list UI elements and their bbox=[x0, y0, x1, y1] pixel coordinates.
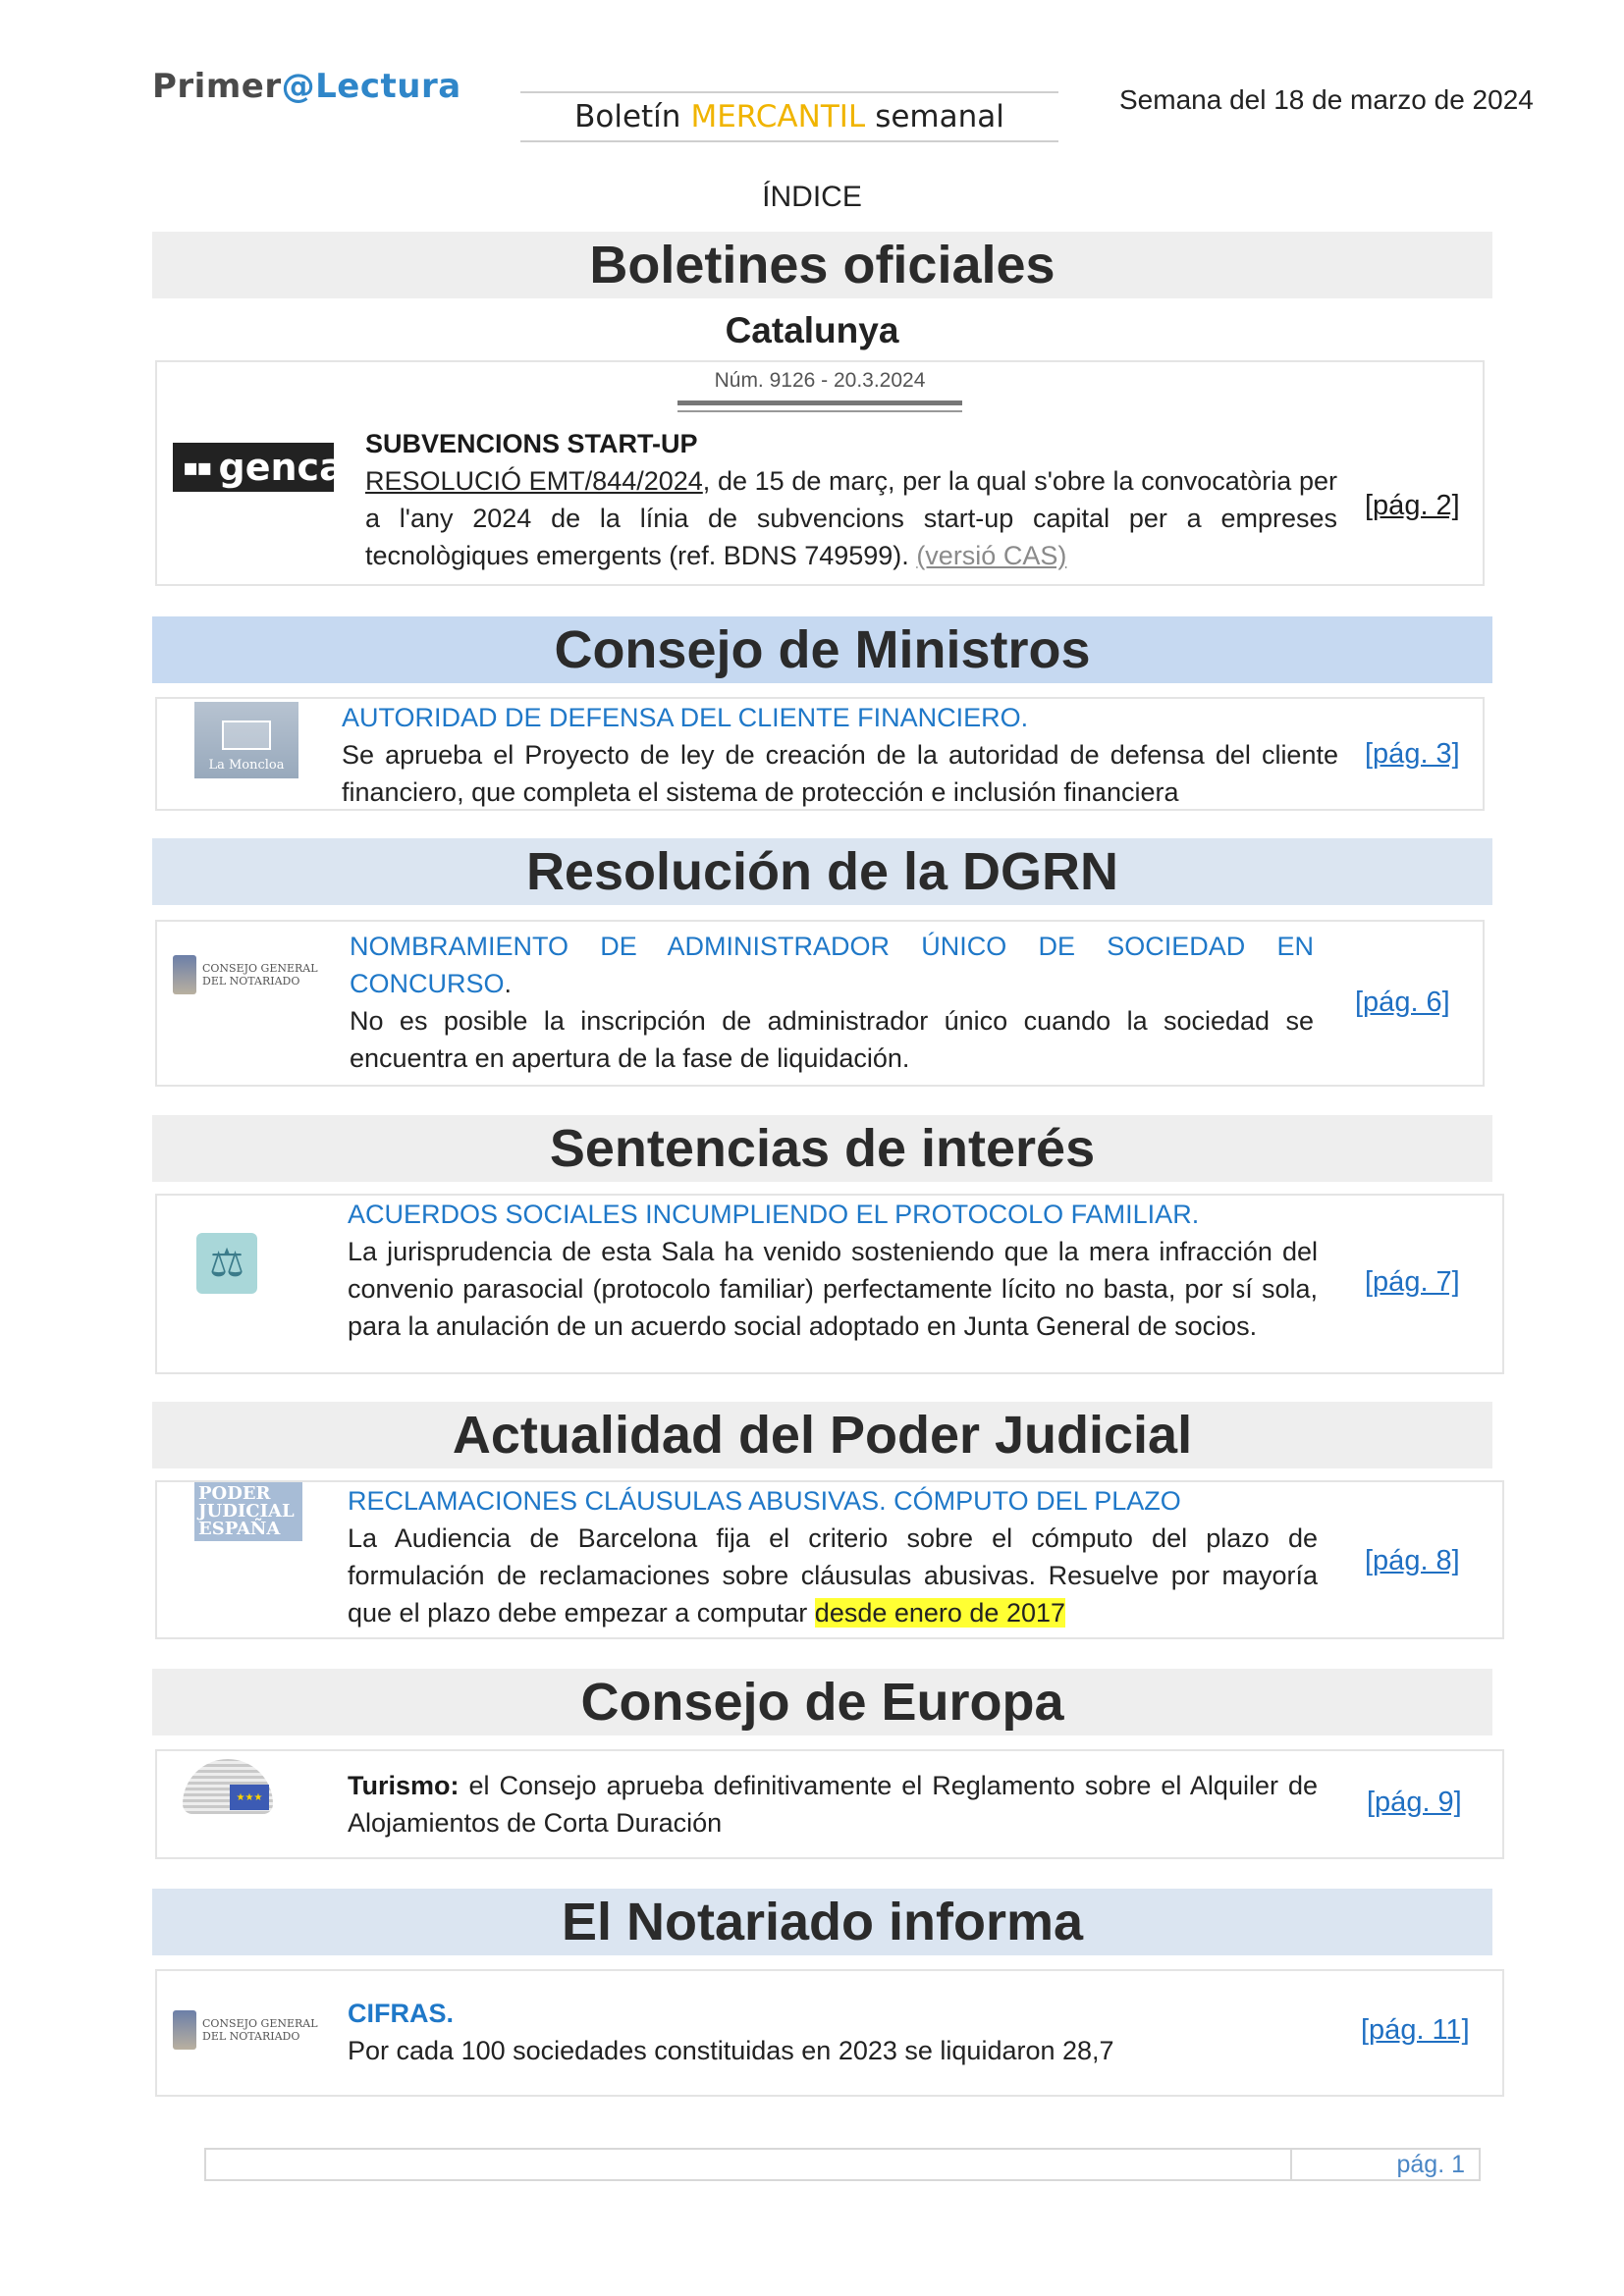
crest-icon bbox=[173, 2010, 196, 2050]
week-date: Semana del 18 de marzo de 2024 bbox=[1119, 84, 1534, 115]
entry-heading: SUBVENCIONS START-UP bbox=[365, 429, 698, 458]
entry-heading-link[interactable]: NOMBRAMIENTO DE ADMINISTRADOR ÚNICO DE SOCIEDAD EN CONCURSO bbox=[350, 932, 1314, 998]
logo-at: @ bbox=[281, 67, 316, 106]
page-footer bbox=[204, 2148, 1481, 2181]
page-link[interactable]: [pág. 8] bbox=[1365, 1545, 1460, 1576]
building-icon bbox=[222, 721, 271, 750]
entry-card-acuerdos bbox=[155, 1194, 1504, 1374]
gencat-logo bbox=[173, 443, 362, 492]
poder-line1: PODER bbox=[198, 1483, 271, 1504]
entry-body bbox=[365, 425, 1337, 574]
entry-card-subvencions bbox=[155, 360, 1485, 586]
bulletin-highlight: MERCANTIL bbox=[690, 99, 866, 134]
logo-part2: Lectura bbox=[315, 67, 461, 106]
issue-number: Núm. 9126 - 20.3.2024 bbox=[714, 369, 926, 392]
bulletin-title bbox=[520, 91, 1058, 142]
entry-heading: Turismo: bbox=[348, 1771, 460, 1800]
entry-text: No es posible la inscripción de administrador único cuando la sociedad se encuentra en apertura de la fase de liquidación. bbox=[350, 1006, 1314, 1073]
entry-heading-link[interactable]: ACUERDOS SOCIALES INCUMPLIENDO EL PROTOCOLO FAMILIAR. bbox=[348, 1200, 1200, 1229]
crest-icon bbox=[173, 955, 196, 994]
entry-body bbox=[348, 1767, 1318, 1842]
entry-text: , de 15 de març, per la qual s'obre la convocatòria per a l'any 2024 de la línia de subvencions start-up capital per a empreses tecnològiques emergents (ref. BDNS 749599). bbox=[365, 466, 1337, 570]
entry-text: La jurisprudencia de esta Sala ha venido sosteniendo que la mera infracción del convenio parasocial (protocolo familiar) perfectamente lícito no basta, por sí sola, para la anulación de un acuerdo social adoptado en Junta General de socios. bbox=[348, 1237, 1318, 1341]
page-link[interactable]: [pág. 3] bbox=[1365, 738, 1460, 770]
poder-line3: ESPAÑA bbox=[198, 1519, 281, 1539]
entry-body bbox=[348, 1482, 1318, 1631]
entry-body bbox=[348, 1995, 1318, 2069]
gencat-logo-text: gencat bbox=[218, 446, 362, 489]
page-link[interactable]: [pág. 11] bbox=[1361, 2014, 1470, 2046]
section-consejo-ministros: Consejo de Ministros bbox=[152, 616, 1492, 683]
justice-logo bbox=[196, 1233, 257, 1294]
primera-lectura-logo bbox=[152, 67, 461, 106]
entry-body bbox=[348, 1196, 1318, 1345]
entry-heading-link[interactable]: RECLAMACIONES CLÁUSULAS ABUSIVAS. CÓMPUTO DEL PLAZO bbox=[348, 1486, 1181, 1516]
highlighted-text: desde enero de 2017 bbox=[814, 1598, 1066, 1628]
entry-body bbox=[342, 699, 1338, 811]
section-boletines-oficiales: Boletines oficiales bbox=[152, 232, 1492, 298]
entry-card-administrador bbox=[155, 920, 1485, 1087]
section-notariado: El Notariado informa bbox=[152, 1889, 1492, 1955]
entry-text: La Audiencia de Barcelona fija el criterio sobre el cómputo del plazo de formulación de reclamaciones sobre cláusulas abusivas. Resuelve por mayoría que el plazo debe empezar a computar bbox=[348, 1523, 1318, 1628]
index-label: ÍNDICE bbox=[762, 181, 862, 213]
entry-card-turismo bbox=[155, 1749, 1504, 1859]
page-link[interactable]: [pág. 2] bbox=[1365, 490, 1460, 521]
entry-text: Por cada 100 sociedades constituidas en 2023 se liquidaron 28,7 bbox=[348, 2036, 1114, 2065]
footer-divider bbox=[1290, 2150, 1292, 2179]
notariado-line2: DEL NOTARIADO bbox=[202, 975, 300, 988]
logo-part1: Primer bbox=[152, 67, 282, 106]
section-consejo-europa: Consejo de Europa bbox=[152, 1669, 1492, 1735]
entry-body bbox=[350, 928, 1314, 1077]
section-sentencias: Sentencias de interés bbox=[152, 1115, 1492, 1182]
moncloa-logo-text: La Moncloa bbox=[208, 758, 285, 773]
gencat-dots-icon: ▪▪ bbox=[183, 454, 211, 481]
poder-line2: JUDICIAL bbox=[198, 1501, 295, 1522]
scales-icon: ⚖ bbox=[196, 1233, 257, 1294]
notariado-line1: CONSEJO GENERAL bbox=[202, 2017, 318, 2030]
page-number: pág. 1 bbox=[1396, 2151, 1465, 2178]
europa-logo bbox=[183, 1759, 273, 1814]
entry-card-autoridad bbox=[155, 697, 1485, 811]
version-cas-link[interactable]: (versió CAS) bbox=[916, 541, 1067, 570]
eu-flag-icon: ★★★ bbox=[230, 1785, 269, 1810]
moncloa-logo bbox=[194, 702, 298, 778]
entry-card-cifras bbox=[155, 1969, 1504, 2097]
entry-card-clausulas bbox=[155, 1480, 1504, 1639]
section-poder-judicial: Actualidad del Poder Judicial bbox=[152, 1402, 1492, 1468]
page-link[interactable]: [pág. 7] bbox=[1365, 1266, 1460, 1298]
resolution-link[interactable]: RESOLUCIÓ EMT/844/2024 bbox=[365, 466, 703, 496]
bulletin-suffix: semanal bbox=[875, 99, 1004, 134]
entry-text: Se aprueba el Proyecto de ley de creación de la autoridad de defensa del cliente financiero, que completa el sistema de protección e inclusión financiera bbox=[342, 740, 1338, 807]
region-subtitle: Catalunya bbox=[725, 310, 899, 350]
bulletin-prefix: Boletín bbox=[574, 99, 681, 134]
notariado-logo bbox=[173, 2010, 318, 2050]
notariado-logo bbox=[173, 955, 318, 994]
notariado-line2: DEL NOTARIADO bbox=[202, 2030, 300, 2043]
heading-end: . bbox=[504, 969, 513, 998]
issue-rule-thin bbox=[677, 410, 962, 412]
page-link[interactable]: [pág. 6] bbox=[1355, 987, 1450, 1018]
poder-judicial-logo bbox=[194, 1482, 302, 1541]
entry-heading-link[interactable]: CIFRAS. bbox=[348, 1999, 454, 2028]
notariado-line1: CONSEJO GENERAL bbox=[202, 962, 318, 975]
entry-text: el Consejo aprueba definitivamente el Reglamento sobre el Alquiler de Alojamientos de Corta Duración bbox=[348, 1771, 1318, 1838]
section-dgrn: Resolución de la DGRN bbox=[152, 838, 1492, 905]
entry-heading-link[interactable]: AUTORIDAD DE DEFENSA DEL CLIENTE FINANCIERO. bbox=[342, 703, 1029, 732]
issue-rule bbox=[677, 400, 962, 405]
page-link[interactable]: [pág. 9] bbox=[1367, 1787, 1462, 1818]
